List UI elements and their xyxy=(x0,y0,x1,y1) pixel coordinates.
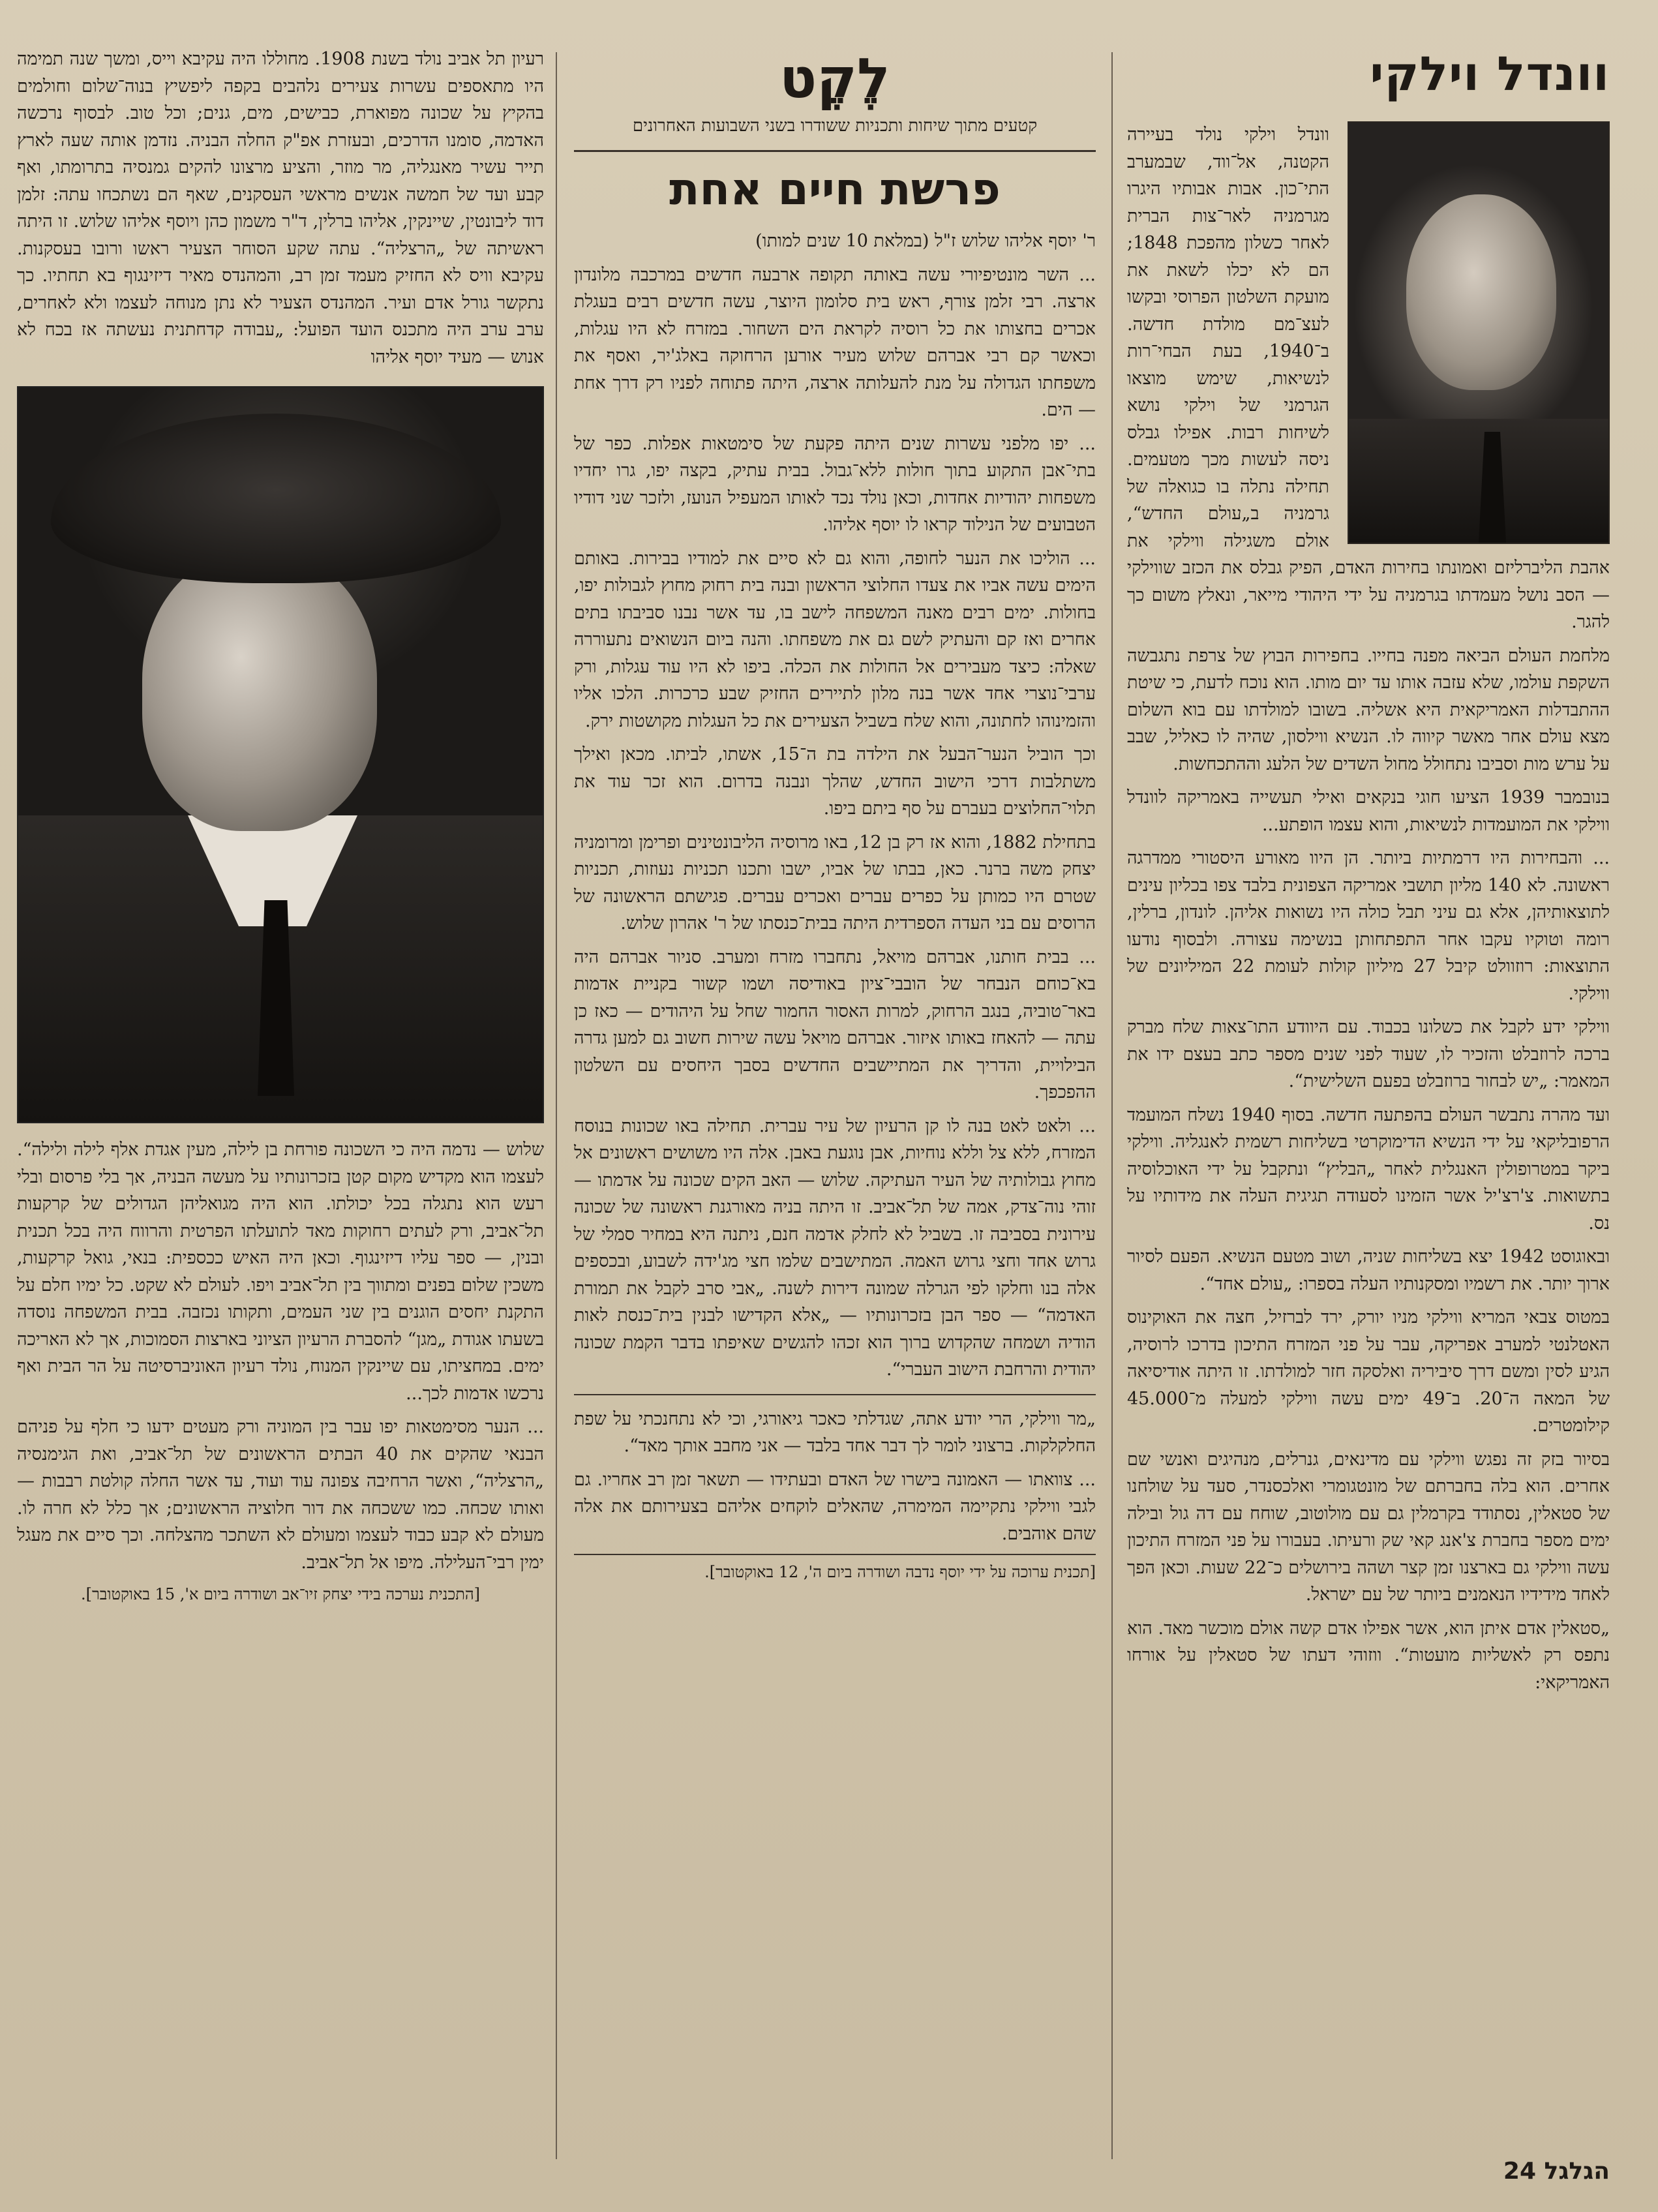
section-rule xyxy=(574,150,1096,152)
wilkie-paragraph: וונדל וילקי נולד בעיירה הקטנה, אל־ווד, שבמערב התי־כון. אבות אבותיו היגרו מגרמניה לאר־צות הברית לאחר כשלון מהפכת 1848; הם לא יכלו לשאת את מועקת השלטון הפרוסי ובקשו לעצ־מם מולדת חדשה. ב־1940, בעת הבחי־רות לנשיאות, שימש מוצאו הגרמני של וילקי נושא לשיחות רבות. אפילו גבלס ניסה לעשות מכך מטעמים. תחילה נתלה בו כגואלה של גרמניה ב„עולם החדש“, אולם משגילה ווילקי את אהבת הליברליזם ואמונתו בחירות האדם, הפיק גבלס את הכזב שווילקי — הסב נושל מעמדתו בגרמניה על ידי היהודי מייאר, ונאלץ משום כך להגר. xyxy=(1127,125,1610,632)
column-leket xyxy=(574,46,1096,2172)
column-tel-aviv xyxy=(17,46,544,2153)
wilkie-paragraph: ועד מהרה נתבשר העולם בהפתעה חדשה. בסוף 1940 נשלח המועמד הרפובליקאי על ידי הנשיא הדימוקרטי בשליחות רשמית לאנגליה. ווילקי ביקר במטרופולין האנגלית לאחר „הבליץ“ ונתקבל על ידי האוכלוסיה בתשואות. צ'רצ'יל אשר הזמינו לסעודה תגיגית העלה את מידותיו על נס. xyxy=(1127,1104,1610,1234)
portrait-hat xyxy=(51,414,501,583)
leket-paragraph: ... יפו מלפני עשרות שנים היתה פקעת של סימטאות אפלות. כפר של בתי־אבן התקוע בתוך חולות ללא־גבול. בבית עתיק, בקצה יפו, גרו יחדיו משפחות יהודיות אחדות, וכאן נולד נכד לאותו המעפיל הנועז, ולזכר שני דודיו הטבועים של הנילוד קראו לו יוסף אליהו. xyxy=(574,433,1096,535)
leket-paragraph: בתחילת 1882, והוא אז רק בן 12, באו מרוסיה הליבונטינים ופרימן ומרומניה יצחק משה ברנר. כאן, בבתו של אביו, ישבו ותכנו תכניות נעוזות, תכניות שטרם היו כמותן על כפרים עברים ואכרים עברים. פגישתם הראשונה של הרוסים עם בני העדה הספרדית היתה בבית־כנסתו של ר' אהרון שלוש. xyxy=(574,832,1096,933)
wilkie-paragraph: ... והבחירות היו דרמתיות ביותר. הן היוו מאורע היסטורי ממדרגה ראשונה. לא 140 מליון תושבי אמריקה הצפונית בלבד צפו בכליון עינים לתוצאותיהן, אלא גם עיני תבל כולה היו נשואות אליהן. לונדון, ברלין, רומה וטוקיו עקבו אחר התפתחותן בנשימה עצורה. ולבסוף נודעו התוצאות: רוזוולט קיבל 27 מיליון קולות לעומת 22 המיליונים של ווילקי. xyxy=(1127,848,1610,1004)
column-wilkie xyxy=(1127,46,1610,2120)
leket-paragraph: ... הוליכו את הנער לחופה, והוא גם לא סיים את למודיו בבירות. באותם הימים עשה אביו את צעדו החלוצי הראשון ובנה בית רחוק מחוץ לגבולות יפו, בחולות. ימים רבים מאנה המשפחה לישב בו, עד אשר נבנו סביבתו בתים אחרים ואז קם והעתיק לשם גם את משפחתו. והנה ביום הנשואים נתעוררה שאלה: כיצד מעבירים אל החולות את הכלה. ביפו לא היו עוד עגלות, ורק ערבי־נוצרי אחד אשר בנה מלון לתיירים החזיק שבע כרכרות. הלכו אליו והזמינוהו לחתונה, והוא שלח בשביל הצעירים את כל העגלות מקושטות ירק. xyxy=(574,548,1096,731)
wilkie-photo-suit xyxy=(1349,419,1608,543)
wilkie-paragraph: בנובמבר 1939 הציעו חוגי בנקאים ואילי תעשייה באמריקה לוונדל ווילקי את המועמדות לנשיאות, והוא עצמו הופתע... xyxy=(1127,787,1610,835)
wilkie-paragraph: ובאוגוסט 1942 יצא בשליחות שניה, ושוב מטעם הנשיא. הפעם לסיור ארוך יותר. את רשמיו ומסקנותיו העלה בספרו: „עולם אחד“. xyxy=(1127,1247,1610,1294)
wilkie-paragraph: ווילקי ידע לקבל את כשלונו בכבוד. עם היוודע התו־צאות שלח מברק ברכה לרוזבלט והזכיר לו, שעוד לפני שנים מספר כתב בעצם ידו את המאמר: „יש לבחור ברוזבלט בפעם השלישית“. xyxy=(1127,1017,1610,1091)
tel-aviv-paragraph: רעיון תל אביב נולד בשנת 1908. מחוללו היה עקיבא וייס, ומשך שנה תמימה היו מתאספים עשרות צעירים נלהבים בקפה ליפשיץ בנוה־שלום וחולמים בהקיץ על שכונה מפוארת, כבישים, מים, גנים; וכל טוב. לבסוף נרכשה האדמה, סומנו הדרכים, ובעזרת אפ"ק החלה הבניה. נזדמן אותה שעה לארץ תייר עשיר מאנגליה, מר מוזר, והציע מרצונו להקים גמנסיה בתרומתו, ואף קבע ועד של חמשה אנשים מראשי העסקנים, שאף הם נשתכחו עתה: זלמן דוד ליבונטין, שיינקין, אליהו ברלין, ד"ר משמון כהן ויוסף אליהו שלוש. זו היתה ראשיתה של „הרצליה“. עתה שקע הסוחר הצעיר ראשו ורובו בעסקנות. עקיבא וויס לא החזיק מעמד זמן רב, והמהנדס מאיר דיזינגוף בא תחתיו. כך נתקשר גורל אדם ועיר. המהנדס הצעיר לא נתן מנוחה לעצמו ולא לאחרים, ערב ערב היה מתכנס הועד הפועל: „עבודה קדחתנית נעשתה אז בכח לא אנוש — מעיד יוסף אליהו xyxy=(17,49,544,367)
page-footer: הגלגל 24 xyxy=(1503,2158,1610,2185)
column-rule-right xyxy=(1111,52,1113,2159)
article-title-wilkie: וונדל וילקי xyxy=(1370,46,1610,101)
wilkie-photo xyxy=(1348,121,1610,544)
tel-aviv-paragraph: שלוש — נדמה היה כי השכונה פורחת בן לילה, מעין אגדת אלף לילה ולילה“. לעצמו הוא מקדיש מקום קטן בזכרונותיו על מעשה הבניה, אך בלי פרסום ובלי רעש הוא נתגלה בכל יכולתו. הוא היה מגואליהן הגדולים של קרקעות תל־אביב, ורק לעתים רחוקות מאד לתועלתו הפרטית והרווח היה בכל תכנית ובנין, — ספר עליו דיזינגוף. וכאן היה האיש ככספית: בנאי, גואל קרקעות, משכין שלום בפנים ומתווך בין תל־אביב ויפו. לעולם לא שקט. כל ימיו חלם על התקנת יחסים הוגנים בין שני העמים, ותקותו נכזבה. בבית המשפחה נוסדה בשעתו אגודת „מגן“ להסברת הרעיון הציוני בארצות הסמוכות, אך לא האריכה ימים. במחציתו, עם שיינקין המנוח, נולד רעיון האוניברסיטה על הר הבית ואף נרכשו אדמות לכך... xyxy=(17,1140,544,1404)
section-masthead: לֶקֶט xyxy=(779,46,890,110)
wilkie-photo-face xyxy=(1406,194,1556,390)
program-credit-left: [התכנית נערכה בידי יצחק זיו־אב ושודרה ביום א', 15 באוקטובר]. xyxy=(80,1585,481,1603)
wilkie-paragraph: „סטאלין אדם איתן הוא, אשר אפילו אדם קשה אולם מוכשר מאד. הוא נתפס רק לאשליות מועטות“. ווזוהי דעתו של סטאלין על אורחו האמריקאי: xyxy=(1127,1618,1610,1693)
section-divider xyxy=(574,1394,1096,1395)
section-subhead: קטעים מתוך שיחות ותכניות ששודרו בשני השבועות האחרונים xyxy=(632,116,1038,136)
leket-paragraph: וכך הוביל הנער־הבעל את הילדה בת ה־15, אשתו, לביתו. מכאן ואילך משתלבות דרכי הישוב החדש, שהלך ונבנה בדרום. הוא זכר עוד את תלוי־החלוצים בעברם על סף ביתם ביפו. xyxy=(574,744,1096,819)
wilkie-paragraph: בסיור בזק זה נפגש ווילקי עם מדינאים, גנרלים, מנהיגים ואנשי שם אחרים. הוא בלה בחברתם של מונטגומרי ואלכסנדר, סעד על שולחנו של סטאלין, נסתודד בקרמלין גם עם מולוטוב, שוחח עם דה גול ובילה ימים מספר בחברת צ'אנג קאי שק ורעיתו. בעבורו על פני המזרח התיכון עשה ווילקי גם בארצנו זמן קצר ושהה בירושלים כ־22 שעות. וכאן הפך לאחד מידידיו הנאמנים ביותר של עם ישראל. xyxy=(1127,1449,1610,1605)
wilkie-paragraph: מלחמת העולם הביאה מפנה בחייו. בחפירות הבוץ של צרפת נתגבשה השקפת עולמו, שלא עזבה אותו עד יום מותו. הוא נוכח לדעת, כי שיטת ההתבדלות האמריקאית היא אשליה. בשובו למולדתו עם בוא השלום מצא עולם אחר מאשר קיווה לו. הנשיא ווילסון, שהיה לו כאליל, שבב על ערש מות וסביבו נתחולל מחול השדים של הלעג וההתכחשות. xyxy=(1127,645,1610,774)
wilkie-paragraph: במטוס צבאי המריא ווילקי מניו יורק, ירד לברזיל, חצה את האוקינוס האטלנטי למערב אפריקה, עבר על פני המזרח התיכון בדרכו לרוסיה, הגיע לסין ומשם דרך סיביריה ואלסקה חזר למולדתו. זו היתה אודיסיאה של המאה ה־20. ב־49 ימים עשה ווילקי למעלה מ־45.000 קילומטרים. xyxy=(1127,1307,1610,1436)
leket-paragraph: „מר ווילקי, הרי יודע אתה, שגדלתי כאכר גיאורגי, וכי לא נתחנכתי על שפת החלקלקות. ברצוני לומר לך דבר אחד בלבד — אני מחבב אותך מאד“. xyxy=(574,1408,1096,1456)
leket-paragraph: ר' יוסף אליהו שלוש ז"ל (במלאת 10 שנים למותו) xyxy=(755,231,1096,251)
column-rule-left xyxy=(556,52,557,2159)
portrait-face xyxy=(142,551,377,831)
leket-paragraph: ... השר מונטיפיורי עשה באותה תקופה ארבעה חדשים במרכבה מלונדון ארצה. רבי זלמן צורף, ראש בית סלומון היוצר, עשה חדשים רבים בעגלת אכרים בחצותו את כל רוסיה לקראת הים השחור. במזרח לא היו עגלות, וכאשר קם רבי אברהם שלוש מעיר אורען הרחוקה באלג'יר, ואסף את משפחתו הגדולה על מנת להעלותה ארצה, היתה פתוחה לפניו רק דרך אחת — הים. xyxy=(574,264,1096,420)
leket-paragraph: ... בבית חותנו, אברהם מויאל, נתחברו מזרח ומערב. סניור אברהם היה בא־כוחם הנבחר של הובבי־ציון באודיסה ושמו קשור בקניית אדמות באר־טוביה, בנגב הרחוק, למרות האסור החמור שחל על היהודים — כאז כן עתה — להאחז באותו איזור. אברהם מויאל עשה שירות חשוב גם למען גדרה הבילויית, והדריך את המתיישבים החדשים בסבך היחסים עם השלטון ההפכפך. xyxy=(574,947,1096,1102)
tel-aviv-paragraph: ... הנער מסימטאות יפו עבר בין המוניה ורק מעטים ידעו כי חלף על פניהם הבנאי שהקים את 40 הבתים הראשונים של תל־אביב, ואת הגימנסיה „הרצליה“, ואשר הרחיבה צפונה עוד ועוד, עד אשר החלה קולטת רבבות — ואותו שכחה. כמו ששכחה את דור חלוציה הראשונים; אך כלל לא חרה לו. מעולם לא קבע כבוד לעצמו ומעולם לא השתכר מהצלחה. וכך סיים את מעגל ימין רבי־העלילה. מיפו אל תל־אביב. xyxy=(17,1417,544,1573)
leket-paragraph: ... ולאט לאט בנה לו קן הרעיון של עיר עברית. תחילה באו שכונות בנוסח המזרח, ללא צל וללא נוחיות, אבן נוגעת באבן. אלה היו משושים ראשונים אל מחוץ גבולותיה של העיר העתיקה. שלוש — האב הקים שכונה על אדמתו — זוהי נוה־צדק, אמה של תל־אביב. זו היתה בניה מאורגנת ראשונה של שכונה עירונית בסביבה זו. בשביל לא לחלק אדמה חנם, ניתנה היא במחיר סמלי של גרוש אחד וחצי גרוש האמה. המתישבים שלמו חצי מג'ידה לשבוע, ובכספים אלה בנו וחלקו לפי הגרלה שמונה דירות לשנה. „אבי סרב לקבל את תמורת האדמה“ — ספר הבן בזכרונותיו — „אלא הקדישו לבנין בית־כנסת לאות הודיה ושמחה שהקדוש ברוך הוא זכהו להגשים שאיפתו בדבר הקמת שכונה יהודית והרחבת הישוב העברי“. xyxy=(574,1115,1096,1380)
program-credit: [תכנית ערוכה על ידי יוסף נדבה ושודרה ביום ה', 12 באוקטובר]. xyxy=(574,1554,1096,1584)
shlush-portrait xyxy=(17,386,544,1123)
leket-paragraph: ... צוואתו — האמונה בישרו של האדם ובעתידו — תשאר זמן רב אחריו. גם לגבי ווילקי נתקיימה המימרה, שהאלים לוקחים אליהם בצעירותם את אלה שהם אוהבים. xyxy=(574,1469,1096,1544)
article-headline: פרשת חיים אחת xyxy=(669,164,1001,215)
